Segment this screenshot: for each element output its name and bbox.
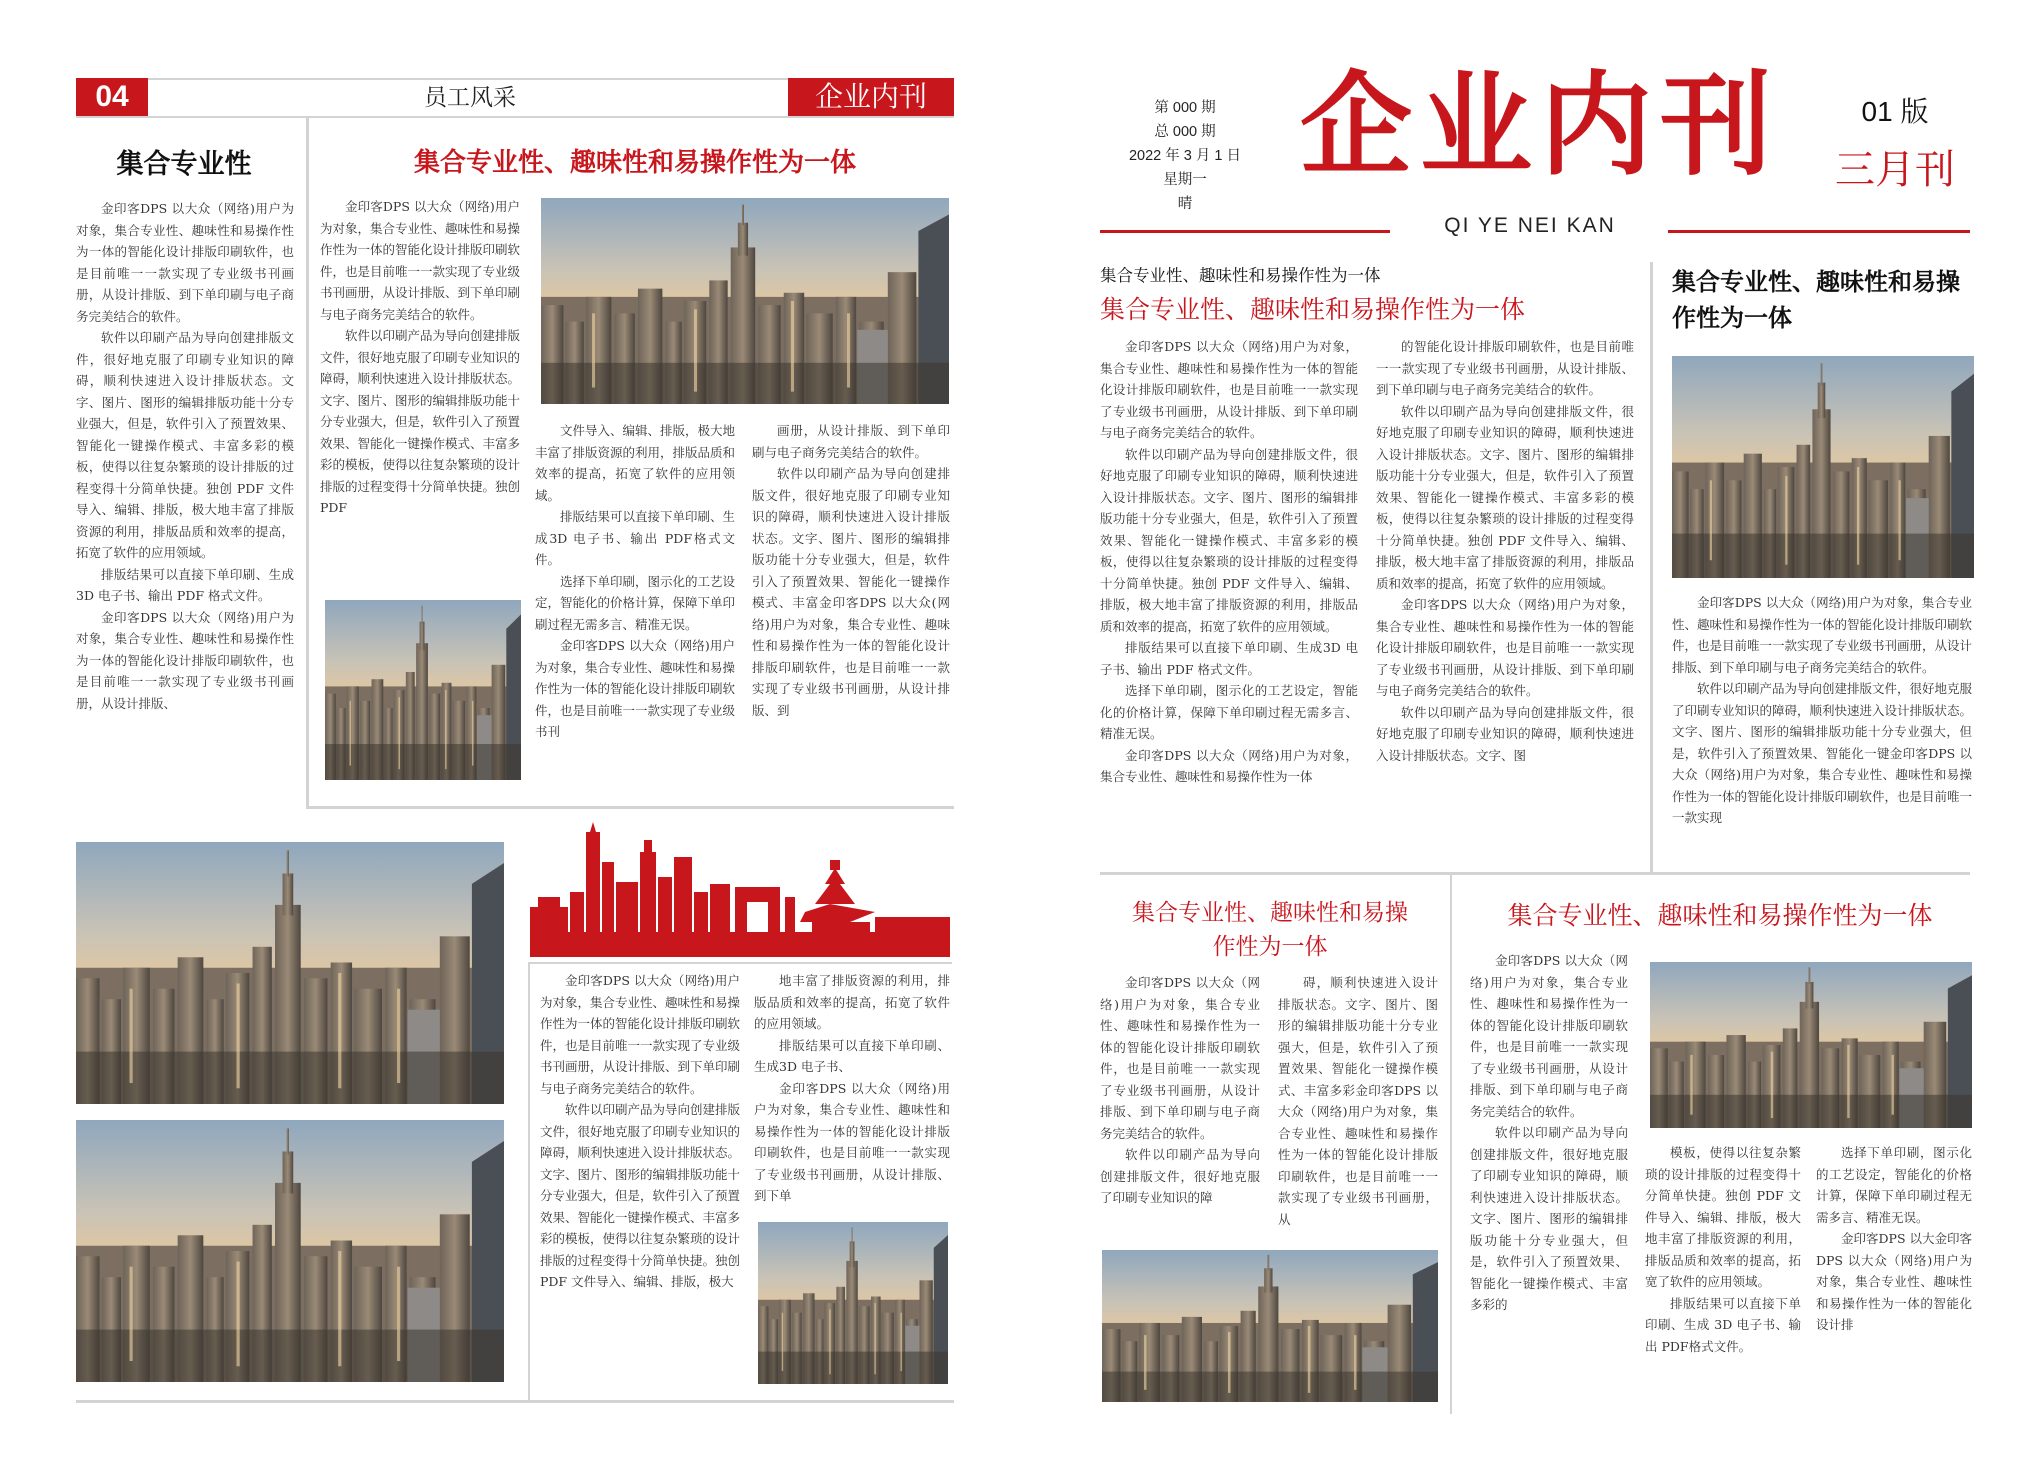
lead-bottom-rule: [1100, 872, 1970, 875]
city-photo-top: [541, 198, 949, 404]
lead-side-divider: [1650, 262, 1653, 874]
main-heading: 集合专业性、趣味性和易操作性为一体: [413, 148, 856, 178]
header-brand: 企业内刊: [814, 80, 927, 113]
skyline-silhouette-icon: [530, 822, 950, 957]
article-col-3: 文件导入、编辑、排版，极大地丰富了排版资源的利用，排版品质和效率的提高，拓宽了软件的应用领域。 排版结果可以直接下单印刷、生成3D 电子书、输出 PDF格式文件。 选择下单印刷，图示化的工艺设定，智能化的价格计算，保障下单印刷过程无需多言、精准无误。 金印客DPS 以大众（网络)用户为对象，集合专业性、趣味性和易操作性为一体的智能化设计排版印刷软件，也是目前唯一一款实现了专业级书刊: [535, 423, 735, 739]
issue-weather: 晴: [1177, 196, 1193, 212]
lead-col-1: 金印客DPS 以大众（网络)用户为对象，集合专业性、趣味性和易操作性为一体的智能化设计排版印刷软件，也是目前唯一一款实现了专业级书刊画册，从设计排版、到下单印刷与电子商务完美结合的软件。 软件以印刷产品为导向创建排版文件，很好地克服了印刷专业知识的障碍，顺利快速进入设计排版状态。文字、图片、图形的编辑排版功能十分专业强大，但是，软件引入了预置效果、智能化一键操作模式、丰富多彩的模板，使得以往复杂繁琐的设计排版的过程变得十分简单快捷。独创 PDF 文件导入、编辑、排版，极大地丰富了排版资源的利用，排版品质和效率的提高，拓宽了软件的应用领域。 排版结果可以直接下单印刷、生成3D 电子书、输出 PDF 格式文件。 选择下单印刷，图示化的工艺设定，智能化的价格计算，保障下单印刷过程无需多言、精准无误。 金印客DPS 以大众（网络)用户为对象，集合专业性、趣味性和易操作性为一体: [1100, 339, 1358, 784]
section-title: 员工风采: [424, 85, 516, 111]
lead-col-2: 的智能化设计排版印刷软件，也是目前唯一一款实现了专业级书刊画册，从设计排版、到下单印刷与电子商务完美结合的软件。 软件以印刷产品为导向创建排版文件，很好地克服了印刷专业知识的障碍，顺利快速进入设计排版状态。文字、图片、图形的编辑排版功能十分专业强大，但是，软件引入了预置效果、智能化一键操作模式、丰富多彩的模板，使得以往复杂繁琐的设计排版的过程变得十分简单快捷。独创 PDF 文件导入、编辑、排版，极大地丰富了排版资源的利用，排版品质和效率的提高，拓宽了软件的应用领域。 金印客DPS 以大众（网络)用户为对象，集合专业性、趣味性和易操作性为一体的智能化设计排版印刷软件，也是目前唯一一款实现了专业级书刊画册，从设计排版、到下单印刷与电子商务完美结合的软件。 软件以印刷产品为导向创建排版文件，很好地克服了印刷专业知识的障碍，顺利快速进入设计排版状态。文字、图: [1376, 339, 1634, 763]
edition-label: 01 版: [1861, 96, 1929, 127]
article-col-4: 画册，从设计排版、到下单印刷与电子商务完美结合的软件。 软件以印刷产品为导向创建排版文件，很好地克服了印刷专业知识的障碍，顺利快速进入设计排版状态。文字、图片、图形的编辑排版功能十分专业强大，但是，软件引入了预置效果、智能化一键操作模式、丰富金印客DPS 以大众(网络)用户为对象，集合专业性、趣味性和易操作性为一体的智能化设计排版印刷软件，也是目前唯一一款实现了专业级书刊画册，从设计排版、到: [752, 423, 950, 718]
month-label: 三月刊: [1835, 147, 1955, 193]
bottom-right-col-3: 选择下单印刷，图示化的工艺设定，智能化的价格计算，保障下单印刷过程无需多言、精准无误。 金印客DPS 以大金印客DPS 以大众（网络)用户为对象，集合专业性、趣味性和易操作性为一体的智能化设计排: [1816, 1145, 1972, 1332]
bottom-right-col-1: 金印客DPS 以大众（网络)用户为对象，集合专业性、趣味性和易操作性为一体的智能化设计排版印刷软件，也是目前唯一一款实现了专业级书刊画册，从设计排版、到下单印刷与电子商务完美结合的软件。 软件以印刷产品为导向创建排版文件，很好地克服了印刷专业知识的障碍，顺利快速进入设计排版状态。文字、图片、图形的编辑排版功能十分专业强大，但是，软件引入了预置效果、智能化一键操作模式、丰富多彩的: [1470, 953, 1628, 1312]
lower-article-col-2: 地丰富了排版资源的利用，排版品质和效率的提高，拓宽了软件的应用领域。 排版结果可以直接下单印刷、生成3D 电子书、 金印客DPS 以大众（网络)用户为对象，集合专业性、趣味性和易操作性为一体的智能化设计排版印刷软件，也是目前唯一一款实现了专业级书刊画册，从设计排版、到下单: [754, 973, 950, 1203]
issue-date: 2022 年 3 月 1 日: [1128, 148, 1242, 164]
city-photo-side: [1672, 356, 1974, 578]
bottom-right-col-2: 模板，使得以往复杂繁琐的设计排版的过程变得十分简单快捷。独创 PDF 文件导入、编辑、排版，极大地丰富了排版资源的利用，排版品质和效率的提高，拓宽了软件的应用领域。 排版结果可以直接下单印刷、生成 3D 电子书、输出 PDF格式文件。: [1645, 1145, 1801, 1354]
left-page-bottom-rule: [76, 1400, 954, 1403]
masthead-rule-left: [1100, 230, 1390, 233]
sidebar-divider: [306, 118, 309, 808]
city-photo-small: [325, 600, 521, 780]
header-bottom-rule: [76, 116, 954, 118]
lower-box-top-rule: [528, 962, 952, 964]
bottom-left-col-2: 碍，顺利快速进入设计排版状态。文字、图片、图形的编辑排版功能十分专业强大，但是，软件引入了预置效果、智能化一键操作模式、丰富多彩金印客DPS 以大众（网络)用户为对象，集合专业性、趣味性和易操作性为一体的智能化设计排版印刷软件，也是目前唯一一款实现了专业级书刊画册，从: [1278, 975, 1438, 1227]
city-photo-left-1: [76, 842, 504, 1104]
side-heading: 集合专业性、趣味性和易操作性为一体: [1672, 268, 1960, 332]
issue-number: 第 000 期: [1154, 100, 1216, 116]
city-photo-bottom-left: [1102, 1250, 1438, 1402]
lead-kicker: 集合专业性、趣味性和易操作性为一体: [1100, 266, 1381, 285]
bottom-divider: [1450, 874, 1452, 1414]
total-issue-number: 总 000 期: [1154, 124, 1216, 140]
city-photo-left-2: [76, 1120, 504, 1382]
masthead-info: [1110, 96, 1260, 216]
upper-bottom-rule: [306, 806, 954, 809]
article-col-2: 金印客DPS 以大众（网络)用户为对象，集合专业性、趣味性和易操作性为一体的智能化设计排版印刷软件，也是目前唯一一款实现了专业级书刊画册，从设计排版、到下单印刷与电子商务完美结合的软件。 软件以印刷产品为导向创建排版文件，很好地克服了印刷专业知识的障碍，顺利快速进入设计排版状态。文字、图片、图形的编辑排版功能十分专业强大，但是，软件引入了预置效果、智能化一键操作模式、丰富多彩的模板，使得以往复杂繁琐的设计排版的过程变得十分简单快捷。独创 PDF: [320, 199, 520, 515]
bottom-right-heading: 集合专业性、趣味性和易操作性为一体: [1507, 901, 1933, 930]
masthead-title: 企业内刊: [1300, 61, 1780, 191]
side-article: 金印客DPS 以大众（网络)用户为对象，集合专业性、趣味性和易操作性为一体的智能化设计排版印刷软件，也是目前唯一一款实现了专业级书刊画册，从设计排版、到下单印刷与电子商务完美结合的软件。 软件以印刷产品为导向创建排版文件，很好地克服了印刷专业知识的障碍，顺利快速进入设计排版状态。文字、图片、图形的编辑排版功能十分专业强大，但是，软件引入了预置效果、智能化一键金印客DPS 以大众（网络)用户为对象，集合专业性、趣味性和易操作性为一体的智能化设计排版印刷软件，也是目前唯一一款实现: [1672, 595, 1972, 825]
bottom-left-heading: 集合专业性、趣味性和易操作性为一体: [1132, 900, 1408, 960]
issue-weekday: 星期一: [1163, 172, 1207, 188]
city-photo-bottom-right: [1650, 962, 1972, 1128]
city-photo-lower-small: [758, 1222, 948, 1384]
masthead-pinyin: QI YE NEI KAN: [1444, 214, 1616, 237]
masthead-rule-right: [1668, 230, 1970, 233]
lead-heading: 集合专业性、趣味性和易操作性为一体: [1100, 295, 1526, 324]
lower-article-col-1: 金印客DPS 以大众（网络)用户为对象，集合专业性、趣味性和易操作性为一体的智能化设计排版印刷软件，也是目前唯一一款实现了专业级书刊画册，从设计排版、到下单印刷与电子商务完美结合的软件。 软件以印刷产品为导向创建排版文件，很好地克服了印刷专业知识的障碍，顺利快速进入设计排版状态。文字、图片、图形的编辑排版功能十分专业强大，但是，软件引入了预置效果、智能化一键操作模式、丰富多彩的模板，使得以往复杂繁琐的设计排版的过程变得十分简单快捷。独创 PDF 文件导入、编辑、排版，极大: [540, 973, 740, 1289]
page-number: 04: [95, 80, 129, 113]
sidebar-article: 金印客DPS 以大众（网络)用户为对象，集合专业性、趣味性和易操作性为一体的智能化设计排版印刷软件，也是目前唯一一款实现了专业级书刊画册，从设计排版、到下单印刷与电子商务完美结合的软件。 软件以印刷产品为导向创建排版文件，很好地克服了印刷专业知识的障碍，顺利快速进入设计排版状态。文字、图片、图形的编辑排版功能十分专业强大，但是，软件引入了预置效果、智能化一键操作模式、丰富多彩的模板，使得以往复杂繁琐的设计排版的过程变得十分简单快捷。独创 PDF 文件导入、编辑、排版，极大地丰富了排版资源的利用，排版品质和效率的提高，拓宽了软件的应用领域。 排版结果可以直接下单印刷、生成 3D 电子书、输出 PDF 格式文件。 金印客DPS 以大众（网络)用户为对象，集合专业性、趣味性和易操作性为一体的智能化设计排版印刷软件，也是目前唯一一款实现了专业级书刊画册，从设计排版、: [76, 201, 294, 711]
sidebar-heading: 集合专业性: [116, 149, 252, 180]
bottom-left-col-1: 金印客DPS 以大众（网络)用户为对象，集合专业性、趣味性和易操作性为一体的智能化设计排版印刷软件，也是目前唯一一款实现了专业级书刊画册，从设计排版、到下单印刷与电子商务完美结合的软件。 软件以印刷产品为导向创建排版文件，很好地克服了印刷专业知识的障: [1100, 975, 1260, 1205]
lower-box-left-rule: [528, 962, 530, 1402]
